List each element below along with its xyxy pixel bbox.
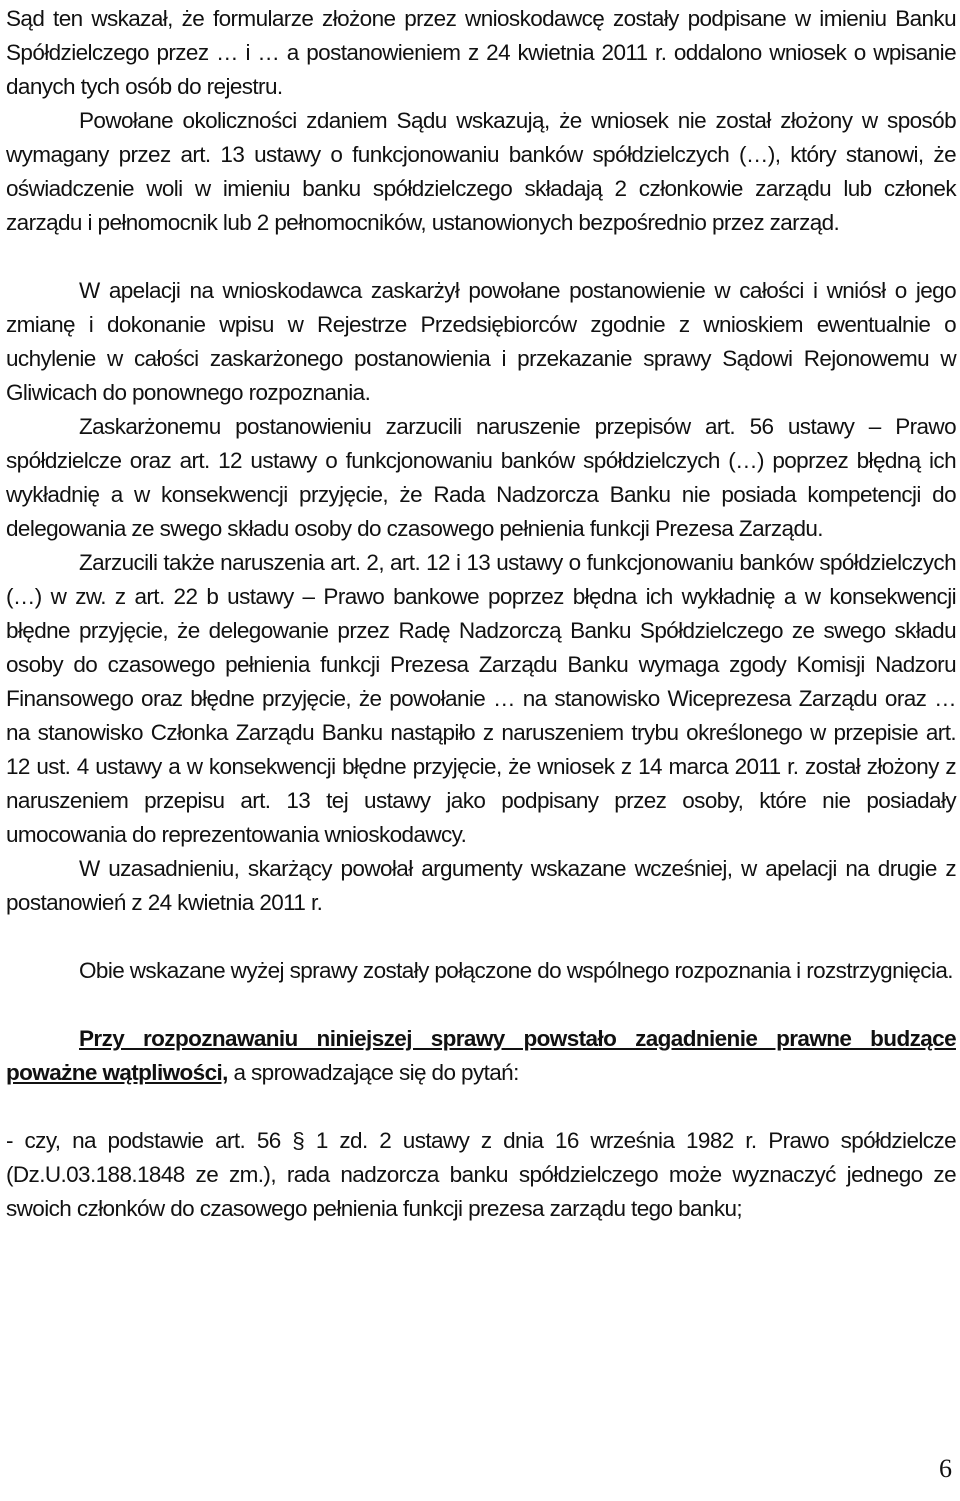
legal-question-intro-rest: a sprowadzające się do pytań: bbox=[227, 1060, 519, 1085]
paragraph-justification: W uzasadnieniu, skarżący powołał argumenty wskazane wcześniej, w apelacji na drugie z postanowień z 24 kwietnia 2011 r. bbox=[6, 856, 956, 915]
paragraph-allegations-2: Zarzucili także naruszenia art. 2, art. 12 i 13 ustawy o funkcjonowaniu banków spółdzielczych (…) w zw. z art. 22 b ustawy – Prawo bankowe poprzez błędna ich wykładnię a w konsekwencji błędne przyjęcie, że delegowanie przez Radę Nadzorczą Banku Spółdzielczego ze swego składu osoby do czasowego pełnienia funkcji Prezesa Zarządu Banku wymaga zgody Komisji Nadzoru Finansowego oraz błędne przyjęcie, że powołanie … na stanowisko Wiceprezesa Zarządu oraz … na stanowisko Członka Zarządu Banku nastąpiło z naruszeniem trybu określonego w przepisie art. 12 ust. 4 ustawy a w konsekwencji błędne przyjęcie, że wniosek z 14 marca 2011 r. został złożony z naruszeniem przepisu art. 13 tej ustawy jako podpisany przez osoby, które nie posiadały umocowania do reprezentowania wnioskodawcy. bbox=[6, 550, 956, 847]
paragraph-question-1: - czy, na podstawie art. 56 § 1 zd. 2 ustawy z dnia 16 września 1982 r. Prawo spółdzielcze (Dz.U.03.188.1848 ze zm.), rada nadzorcza banku spółdzielczego może wyznaczyć jednego ze swoich członków do czasowego pełnienia funkcji prezesa zarządu tego banku; bbox=[6, 1128, 956, 1221]
paragraph-intro: Sąd ten wskazał, że formularze złożone przez wnioskodawcę zostały podpisane w imieniu Banku Spółdzielczego przez … i … a postanowieniem z 24 kwietnia 2011 r. oddalono wniosek o wpisanie danych tych osób do rejestru. bbox=[6, 6, 956, 99]
paragraph-court-reasoning: Powołane okoliczności zdaniem Sądu wskazują, że wniosek nie został złożony w sposób wymagany przez art. 13 ustawy o funkcjonowaniu banków spółdzielczych (…), który stanowi, że oświadczenie woli w imieniu banku spółdzielczego składają 2 członkowie zarządu lub członek zarządu i pełnomocnik lub 2 pełnomocników, ustanowionych bezpośrednio przez zarząd. bbox=[6, 108, 956, 235]
document-body bbox=[6, 2, 956, 1226]
page-number: 6 bbox=[939, 1454, 952, 1483]
paragraph-joined-cases: Obie wskazane wyżej sprawy zostały połączone do wspólnego rozpoznania i rozstrzygnięcia. bbox=[79, 958, 953, 983]
legal-question-emphasis: Przy rozpoznawaniu niniejszej sprawy powstało zagadnienie prawne budzące poważne wątpliwości, bbox=[6, 1026, 956, 1085]
paragraph-appeal: W apelacji na wnioskodawca zaskarżył powołane postanowienie w całości i wniósł o jego zmianę i dokonanie wpisu w Rejestrze Przedsiębiorców zgodnie z wnioskiem ewentualnie o uchylenie w całości zaskarżonego postanowienia i przekazanie sprawy Sądowi Rejonowemu w Gliwicach do ponownego rozpoznania. bbox=[6, 278, 956, 405]
paragraph-legal-question-intro bbox=[6, 1022, 956, 1090]
paragraph-allegations-1: Zaskarżonemu postanowieniu zarzucili naruszenie przepisów art. 56 ustawy – Prawo spółdzielcze oraz art. 12 ustawy o funkcjonowaniu banków spółdzielczych (…) poprzez błędną ich wykładnię a w konsekwencji przyjęcie, że Rada Nadzorcza Banku nie posiada kompetencji do delegowania ze swego składu osoby do czasowego pełnienia funkcji Prezesa Zarządu. bbox=[6, 414, 956, 541]
